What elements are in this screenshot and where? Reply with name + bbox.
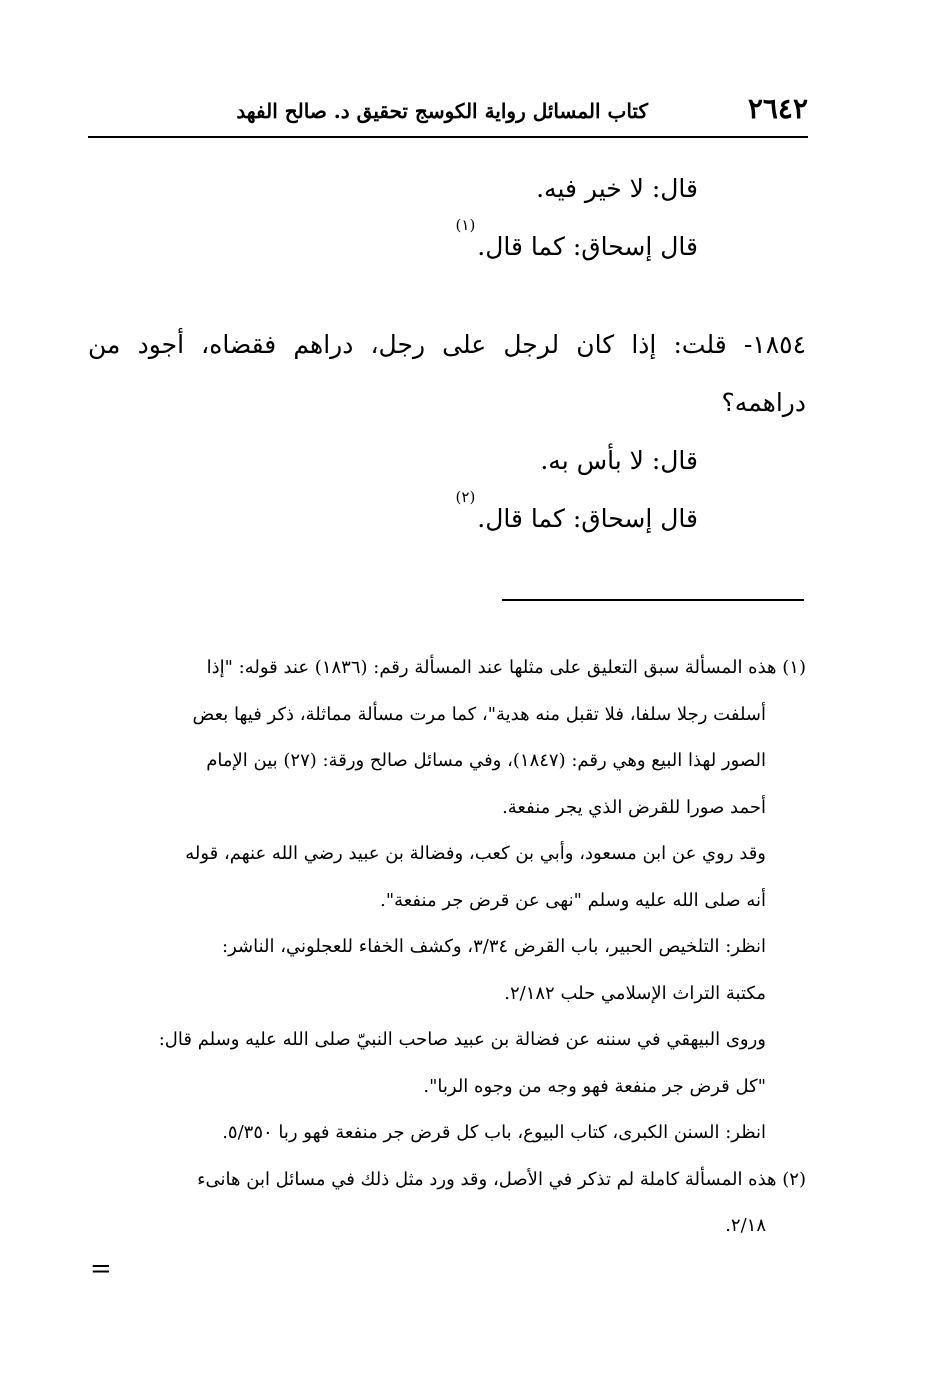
- ishaq-line: قال إسحاق: كما قال.$^{(١)}$: [455, 216, 698, 261]
- footnote-line: انظر: السنن الكبرى، كتاب البيوع، باب كل قرض جر منفعة فهو ربا ٥/٣٥٠.: [222, 1122, 766, 1143]
- footnote-line: أحمد صورا للقرض الذي يجر منفعة.: [502, 796, 766, 818]
- footnote-line: ٢/١٨.: [725, 1215, 766, 1236]
- footnote-line: (٢) هذه المسألة كاملة لم تذكر في الأصل، وقد ورد مثل ذلك في مسائل ابن هانىء: [197, 1168, 806, 1190]
- footnote-line: أنه صلى الله عليه وسلم "نهى عن قرض جر منفعة".: [380, 889, 766, 911]
- footnote-line: وروى البيهقي في سننه عن فضالة بن عبيد صاحب النبيّ صلى الله عليه وسلم قال:: [158, 1029, 766, 1050]
- footnote-line: "كل قرض جر منفعة فهو وجه من وجوه الربا".: [423, 1075, 766, 1097]
- footnotes: [88, 645, 806, 1250]
- answer-line: قال: لا بأس به.: [540, 446, 698, 475]
- footnote-line: (١) هذه المسألة سبق التعليق على مثلها عند المسألة رقم: (١٨٣٦) عند قوله: "إذا: [206, 657, 806, 678]
- running-title: كتاب المسائل رواية الكوسج تحقيق د. صالح الفهد: [236, 99, 648, 123]
- footnote-line: الصور لهذا البيع وهي رقم: (١٨٤٧)، وفي مسائل صالح ورقة: (٢٧) بين الإمام: [206, 750, 766, 771]
- page-number: ٢٦٤٢: [747, 92, 808, 125]
- page-header: [88, 88, 808, 132]
- continuation-mark: =: [90, 1254, 112, 1284]
- footnote-ref-2: (٢): [455, 488, 476, 506]
- question-line-end: دراهمه؟: [721, 388, 806, 417]
- answer-line: قال: لا خير فيه.: [536, 174, 698, 203]
- footnote-ref-1: (١): [455, 216, 476, 234]
- footnote-separator: [502, 599, 804, 601]
- header-rule: [88, 136, 808, 138]
- footnote-line: مكتبة التراث الإسلامي حلب ٢/١٨٢.: [504, 982, 766, 1004]
- question-line: ١٨٥٤- قلت: إذا كان لرجل على رجل، دراهم فقضاه، أجود من: [88, 330, 806, 359]
- main-text: [88, 160, 806, 548]
- footnote-line: انظر: التلخيص الحبير، باب القرض ٣/٣٤، وكشف الخفاء للعجلوني، الناشر:: [222, 936, 766, 957]
- footnote-line: أسلفت رجلا سلفا، فلا تقبل منه هدية"، كما مرت مسألة مماثلة، ذكر فيها بعض: [192, 703, 766, 725]
- ishaq-line: قال إسحاق: كما قال.$^{(٢)}$: [455, 488, 698, 533]
- footnote-line: وقد روي عن ابن مسعود، وأبي بن كعب، وفضالة بن عبيد رضي الله عنهم، قوله: [185, 843, 766, 864]
